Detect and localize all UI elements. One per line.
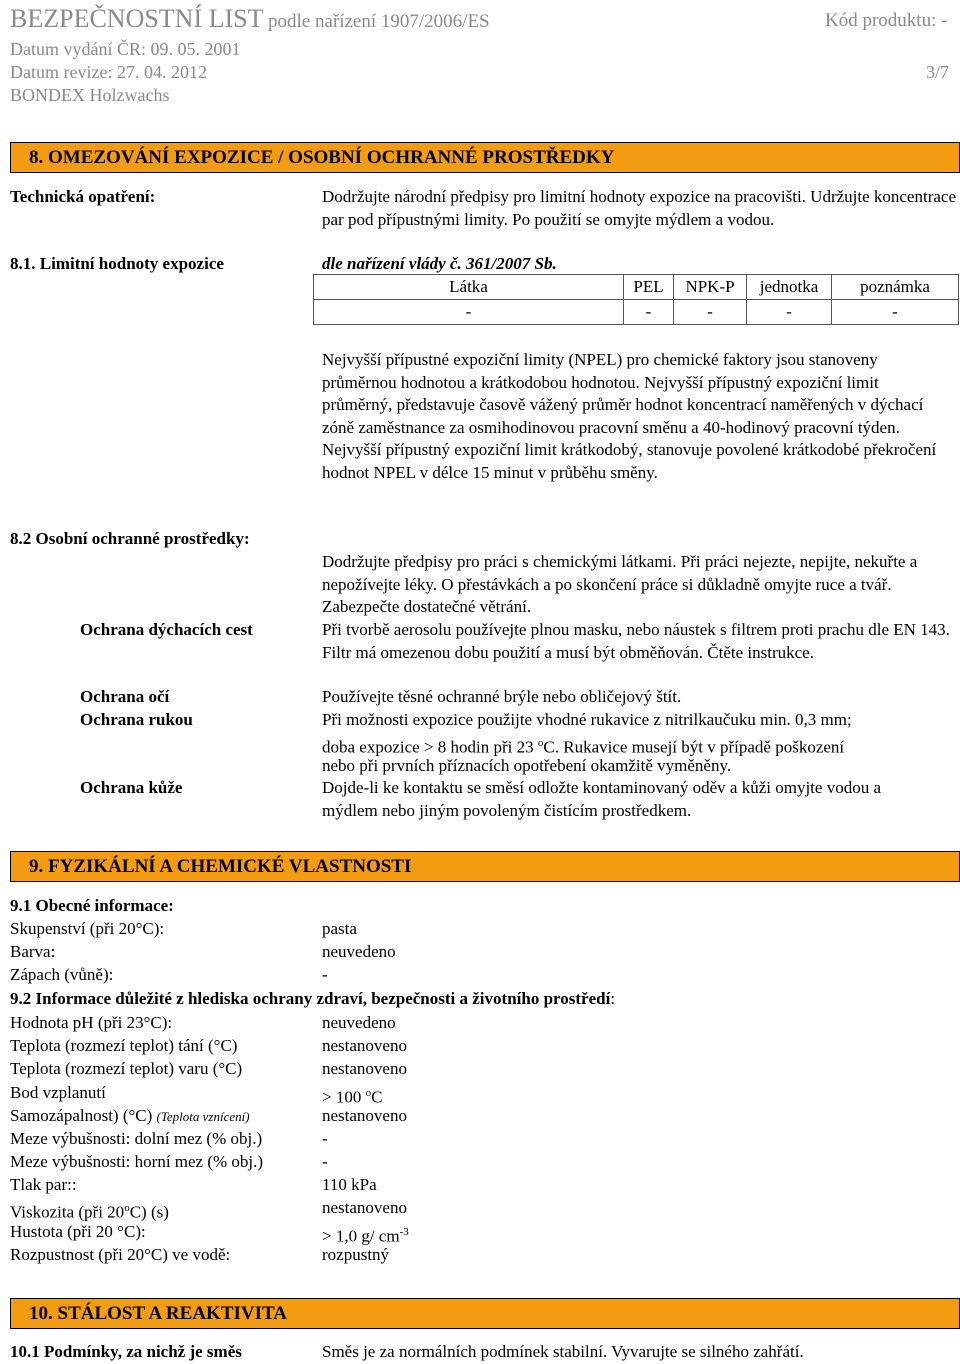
hand-protection-text-1: Při možnosti expozice použijte vhodné rukavice z nitrilkaučuku min. 0,3 mm;: [322, 710, 852, 729]
general-info-heading: 9.1 Obecné informace:: [10, 896, 174, 915]
respiratory-protection-text: Při tvorbě aerosolu používejte plnou masku, nebo náustek s filtrem proti prachu dle EN 143. Filtr má omezenou dobu použití a musí být obměňován. Čtěte instrukce.: [322, 620, 950, 662]
property-value: 110 kPa: [322, 1175, 377, 1194]
property-label: Meze výbušnosti: dolní mez (% obj.): [10, 1129, 263, 1148]
value-part: C: [371, 1087, 383, 1107]
property-label: Tlak par::: [10, 1175, 77, 1194]
table-cell: -: [624, 300, 674, 325]
product-code: Kód produktu: -: [825, 10, 948, 31]
property-value: -: [322, 1129, 328, 1148]
property-value: rozpustný: [322, 1245, 390, 1264]
table-header-cell: Látka: [314, 275, 624, 300]
property-value: nestanoveno: [322, 1198, 407, 1217]
regulation-text: podle nařízení 1907/2006/ES: [268, 11, 490, 32]
label-part: Viskozita (při 20: [10, 1202, 125, 1222]
npel-explanation: Nejvyšší přípustné expoziční limity (NPEL) pro chemické faktory jsou stanoveny průměrnou hodnotou a krátkodobou hodnotou. Nejvyšší přípustný expoziční limit průměrný, představuje časově vážený průměr hodnot koncentrací naměřených v dýchací zóně zaměstnance za osmihodinovou pracovní směnu a 40-hodinový pracovní týden. Nejvyšší přípustný expoziční limit krátkodobý, stanovuje povolené krátkodobé překročení hodnot NPEL v délce 15 minut v průběhu směny.: [322, 350, 937, 482]
degree-sup: o: [537, 737, 544, 749]
property-label: Skupenství (při 20°C):: [10, 919, 165, 938]
document-header: [10, 4, 490, 33]
table-cell: -: [314, 300, 624, 325]
hand-text-part: doba expozice > 8 hodin při 23: [322, 737, 538, 757]
revision-date: Datum revize: 27. 04. 2012: [10, 62, 207, 82]
health-info-heading: [10, 988, 615, 1011]
degree-sup: o: [124, 1202, 130, 1214]
section-10-header: [10, 1298, 960, 1329]
label-note: (Teplota vznícení): [156, 1109, 250, 1124]
table-cell: -: [832, 300, 959, 325]
page-number: 3/7: [926, 62, 950, 82]
label-part: Samozápalnost) (°C): [10, 1106, 157, 1125]
section-10-title: 10. STÁLOST A REAKTIVITA: [29, 1303, 287, 1324]
table-header-row: [314, 275, 959, 300]
property-value: nestanoveno: [322, 1106, 407, 1125]
section-8-header: [10, 142, 960, 173]
property-value: nestanoveno: [322, 1036, 407, 1055]
section-8-title: 8. OMEZOVÁNÍ EXPOZICE / OSOBNÍ OCHRANNÉ PROSTŘEDKY: [29, 147, 615, 168]
eye-protection-label: Ochrana očí: [80, 687, 170, 706]
conditions-text: Směs je za normálních podmínek stabilní. Vyvarujte se silného zahřátí.: [322, 1342, 804, 1361]
table-header-cell: NPK-P: [674, 275, 747, 300]
conditions-label: 10.1 Podmínky, za nichž je směs: [10, 1342, 242, 1361]
property-label: Teplota (rozmezí teplot) varu (°C): [10, 1059, 243, 1078]
property-label: Hodnota pH (při 23°C):: [10, 1013, 173, 1032]
skin-protection-text: Dojde-li ke kontaktu se směsí odložte kontaminovaný oděv a kůži omyjte vodou a mýdlem nebo jiným povoleným čistícím prostředkem.: [322, 778, 881, 820]
tech-measures-text: Dodržujte národní předpisy pro limitní hodnoty expozice na pracovišti. Udržujte koncentrace par pod přípustnými limity. Po použití se omyjte mýdlem a vodou.: [322, 187, 956, 229]
ppe-label: 8.2 Osobní ochranné prostředky:: [10, 529, 250, 548]
hand-protection-label: Ochrana rukou: [80, 710, 193, 729]
hand-text-part: C. Rukavice musejí být v případě poškození: [543, 737, 845, 757]
property-value: pasta: [322, 919, 357, 938]
property-value: -: [322, 965, 328, 984]
value-part: > 100: [322, 1087, 366, 1107]
property-label: Teplota (rozmezí teplot) tání (°C): [10, 1036, 238, 1055]
hand-protection-text-3: nebo při prvních příznacích opotřebení okamžitě vyměněny.: [322, 756, 732, 775]
tech-measures-label: Technická opatření:: [10, 187, 156, 206]
value-part: > 1,0 g/ cm: [322, 1226, 400, 1246]
property-label: [10, 1105, 250, 1129]
property-value: nestanoveno: [322, 1059, 407, 1078]
table-header-cell: PEL: [624, 275, 674, 300]
table-header-cell: poznámka: [832, 275, 959, 300]
table-header-cell: jednotka: [747, 275, 832, 300]
issue-date: Datum vydání ČR: 09. 05. 2001: [10, 39, 241, 59]
property-label: Barva:: [10, 942, 56, 961]
property-label: Hustota (při 20 °C):: [10, 1222, 146, 1241]
exposure-limits-reference: dle nařízení vlády č. 361/2007 Sb.: [322, 254, 557, 273]
section-9-title: 9. FYZIKÁLNÍ A CHEMICKÉ VLASTNOSTI: [29, 856, 412, 877]
exposure-limits-table: [313, 274, 959, 325]
product-name: BONDEX Holzwachs: [10, 85, 170, 105]
table-cell: -: [674, 300, 747, 325]
property-value: neuvedeno: [322, 1013, 396, 1032]
ppe-text: Dodržujte předpisy pro práci s chemickými látkami. Při práci nejezte, nepijte, nekuřte a nepožívejte léky. O přestávkách a po skončení práce si důkladně omyjte ruce a tvář. Zabezpečte dostatečné větrání.: [322, 552, 918, 616]
degree-sup: o: [365, 1087, 372, 1099]
table-row: [314, 300, 959, 325]
property-value: -: [322, 1152, 328, 1171]
exponent-sup: -3: [399, 1226, 409, 1238]
property-label: Meze výbušnosti: horní mez (% obj.): [10, 1152, 264, 1171]
label-part: C) (s): [129, 1202, 169, 1222]
property-label: Zápach (vůně):: [10, 965, 114, 984]
heading-colon: :: [610, 989, 616, 1008]
property-label: Bod vzplanutí: [10, 1083, 106, 1102]
skin-protection-label: Ochrana kůže: [80, 778, 183, 797]
table-cell: -: [747, 300, 832, 325]
exposure-limits-label: 8.1. Limitní hodnoty expozice: [10, 254, 224, 273]
property-label: Rozpustnost (při 20°C) ve vodě:: [10, 1245, 231, 1264]
health-info-heading-text: 9.2 Informace důležité z hlediska ochrany zdraví, bezpečnosti a životního prostředí: [10, 989, 611, 1008]
respiratory-protection-label: Ochrana dýchacích cest: [80, 620, 253, 639]
section-9-header: [10, 851, 960, 882]
property-value: neuvedeno: [322, 942, 396, 961]
document-title: BEZPEČNOSTNÍ LIST: [10, 4, 264, 33]
eye-protection-text: Používejte těsné ochranné brýle nebo obličejový štít.: [322, 687, 682, 706]
